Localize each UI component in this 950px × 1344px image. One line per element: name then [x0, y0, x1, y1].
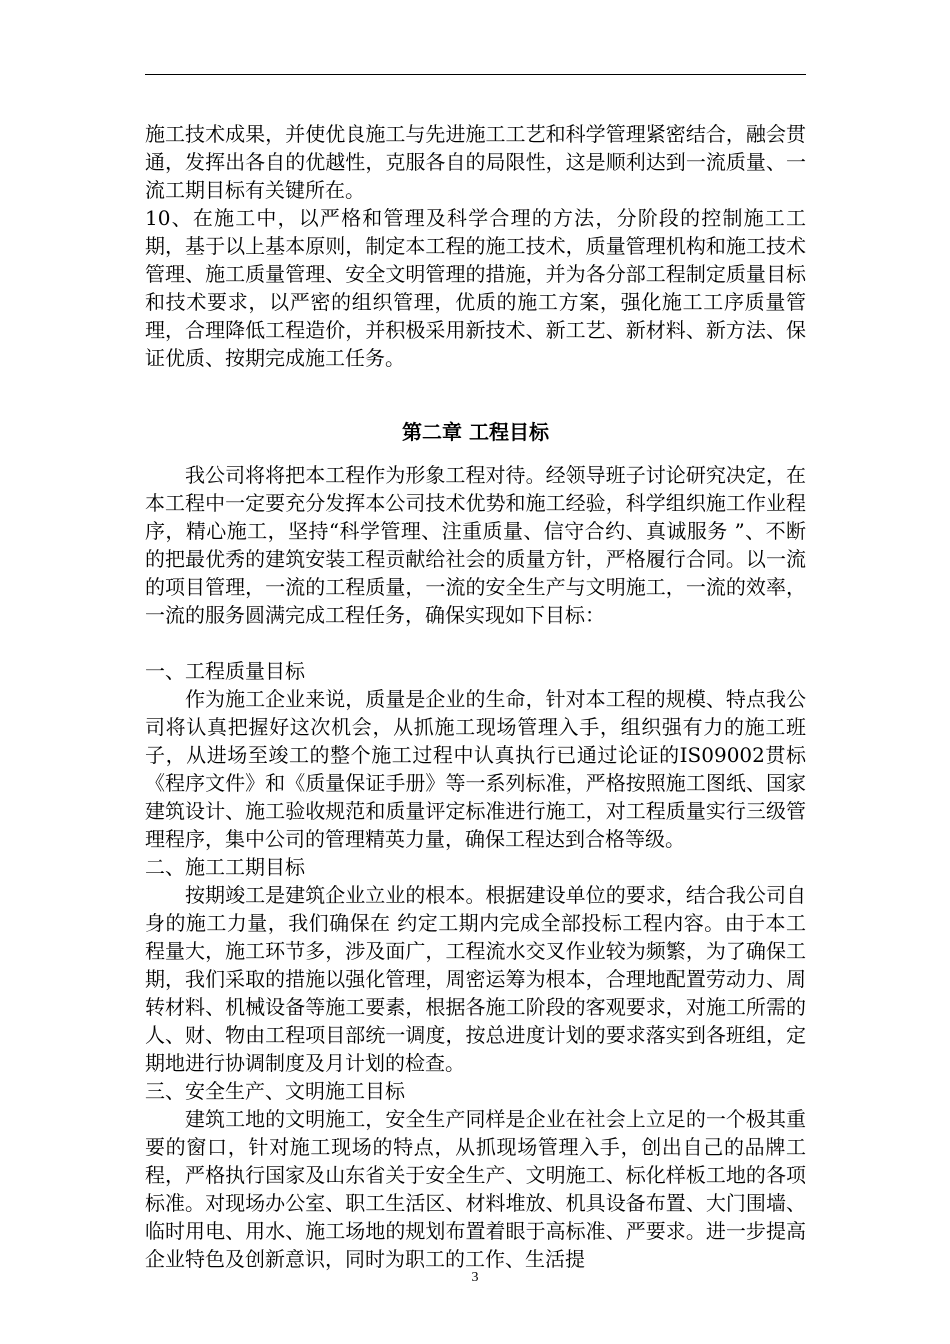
- section-body-quality: 作为施工企业来说，质量是企业的生命，针对本工程的规模、特点我公司将认真把握好这次机会，从抓施工现场管理入手，组织强有力的施工班子，从进场至竣工的整个施工过程中认真执行已通过论证的IS09002贯标《程序文件》和《质量保证手册》等一系列标准，严格按照施工图纸、国家建筑设计、施工验收规范和质量评定标准进行施工，对工程质量实行三级管理程序，集中公司的管理精英力量，确保工程达到合格等级。: [145, 687, 806, 851]
- section-body-schedule: 按期竣工是建筑企业立业的根本。根据建设单位的要求，结合我公司自身的施工力量，我们确保在 约定工期内完成全部投标工程内容。由于本工程量大，施工环节多，涉及面广，工程流水交叉作业较为频繁，为了确保工期，我们采取的措施以强化管理，周密运筹为根本，合理地配置劳动力、周转材料、机械设备等施工要素，根据各施工阶段的客观要求，对施工所需的人、财、物由工程项目部统一调度，按总进度计划的要求落实到各班组，定期地进行协调制度及月计划的检查。: [145, 883, 806, 1075]
- section-heading-schedule: 二、施工工期目标: [145, 855, 305, 879]
- intro-paragraph-1: 施工技术成果，并使优良施工与先进施工工艺和科学管理紧密结合，融会贯通，发挥出各自的优越性，克服各自的局限性，这是顺利达到一流质量、一流工期目标有关键所在。: [145, 122, 806, 202]
- chapter-title: 第二章 工程目标: [402, 420, 549, 444]
- page-number: 3: [471, 1270, 479, 1285]
- paragraph-spacer: [145, 629, 806, 657]
- intro-paragraph-2: 10、在施工中，以严格和管理及科学合理的方法，分阶段的控制施工工期，基于以上基本原则，制定本工程的施工技术，质量管理机构和施工技术管理、施工质量管理、安全文明管理的措施，并为各分部工程制定质量目标和技术要求，以严密的组织管理，优质的施工方案，强化施工工序质量管理，合理降低工程造价，并积极采用新技术、新工艺、新材料、新方法、保证优质、按期完成施工任务。: [145, 206, 806, 370]
- header-rule: [145, 74, 806, 75]
- chapter-intro-paragraph: 我公司将将把本工程作为形象工程对待。经领导班子讨论研究决定，在本工程中一定要充分发挥本公司技术优势和施工经验，科学组织施工作业程序，精心施工，坚持“科学管理、注重质量、信守合约、真诚服务 ”、不断的把最优秀的建筑安装工程贡献给社会的质量方针，严格履行合同。以一流的项目管理，一流的工程质量，一流的安全生产与文明施工，一流的效率，一流的服务圆满完成工程任务，确保实现如下目标：: [145, 463, 806, 627]
- section-heading-safety: 三、安全生产、文明施工目标: [145, 1079, 405, 1103]
- section-body-safety: 建筑工地的文明施工，安全生产同样是企业在社会上立足的一个极其重要的窗口，针对施工现场的特点，从抓现场管理入手，创出自己的品牌工程，严格执行国家及山东省关于安全生产、文明施工、标化样板工地的各项标准。对现场办公室、职工生活区、材料堆放、机具设备布置、大门围墙、临时用电、用水、施工场地的规划布置着眼于高标准、严要求。进一步提高企业特色及创新意识，同时为职工的工作、生活提: [145, 1107, 806, 1271]
- document-body: [145, 120, 806, 1273]
- section-heading-quality: 一、工程质量目标: [145, 659, 305, 683]
